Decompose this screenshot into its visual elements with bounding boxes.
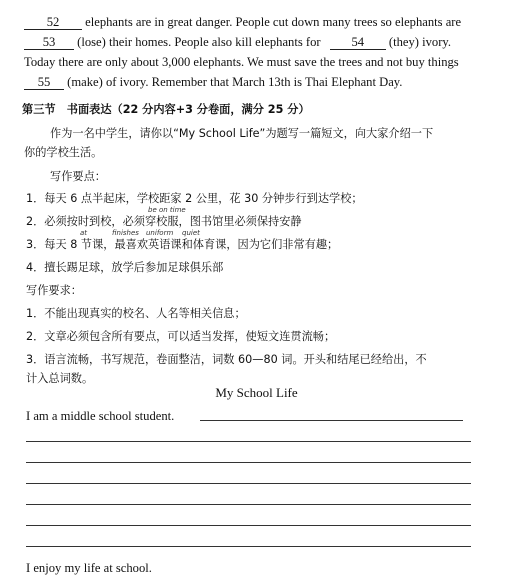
writing-line-1 bbox=[26, 441, 471, 442]
writing-line-2 bbox=[26, 462, 471, 463]
point-1: 1．每天 6 点半起床，学校距家 2 公里，花 30 分钟步行到达学校； bbox=[26, 192, 363, 205]
essay-closing: I enjoy my life at school. bbox=[26, 561, 152, 575]
point-3: 3．每天 8 节课，最喜欢英语课和体育课，因为它们非常有趣； bbox=[26, 238, 339, 251]
passage-text-3: Today there are only about 3,000 elephants. We must save the trees and not buy things bbox=[24, 55, 459, 69]
writing-line-5 bbox=[26, 525, 471, 526]
requirement-2: 2．文章必须包含所有要点，可以适当发挥，使短文连贯流畅； bbox=[26, 330, 336, 343]
passage-text-4: (make) of ivory. Remember that March 13th is Thai Elephant Day. bbox=[67, 75, 403, 89]
handwriting-note-3: quiet bbox=[182, 229, 200, 237]
requirement-1: 1．不能出现真实的校名、人名等相关信息； bbox=[26, 307, 246, 320]
handwriting-note-2: uniform bbox=[146, 229, 174, 237]
requirement-4: 计入总词数。 bbox=[26, 372, 94, 385]
essay-title: My School Life bbox=[215, 385, 298, 400]
blank-55: 55 bbox=[24, 75, 64, 90]
passage-text-2b: (they) ivory. bbox=[388, 35, 452, 49]
passage-line-2 bbox=[24, 34, 505, 51]
blank-54: 54 bbox=[330, 35, 386, 50]
requirement-3: 3．语言流畅，书写规范，卷面整洁，词数 60—80 词。开头和结尾已经给出，不 bbox=[26, 353, 427, 366]
essay-opening: I am a middle school student. bbox=[26, 409, 175, 423]
passage-line-1 bbox=[24, 14, 505, 31]
passage-text-1: elephants are in great danger. People cut down many trees so elephants are bbox=[85, 15, 462, 29]
handwriting-note-4: finishes bbox=[112, 229, 139, 237]
blank-52: 52 bbox=[24, 15, 82, 30]
point-2: 2．必须按时到校，必须穿校服，图书馆里必须保持安静 bbox=[26, 215, 302, 228]
passage-line-3 bbox=[24, 54, 505, 71]
writing-line-4 bbox=[26, 504, 471, 505]
points-title: 写作要点： bbox=[50, 170, 106, 183]
passage-line-4 bbox=[24, 74, 505, 91]
intro-line-1: 作为一名中学生，请你以“My School Life”为题写一篇短文，向大家介绍一下 bbox=[50, 127, 434, 140]
handwriting-note-5: at bbox=[80, 229, 88, 237]
intro-line-2: 你的学校生活。 bbox=[24, 146, 103, 159]
writing-line-6 bbox=[26, 546, 471, 547]
section-heading: 第三节 书面表达（22 分内容+3 分卷面，满分 25 分） bbox=[22, 103, 310, 116]
blank-53: 53 bbox=[24, 35, 74, 50]
requirements-title: 写作要求： bbox=[26, 284, 82, 297]
point-4: 4．擅长踢足球，放学后参加足球俱乐部 bbox=[26, 261, 224, 274]
writing-line-3 bbox=[26, 483, 471, 484]
handwriting-note-1: be on time bbox=[148, 206, 186, 214]
passage-text-2a: (lose) their homes. People also kill elephants for bbox=[77, 35, 321, 49]
writing-line-0 bbox=[200, 420, 463, 421]
